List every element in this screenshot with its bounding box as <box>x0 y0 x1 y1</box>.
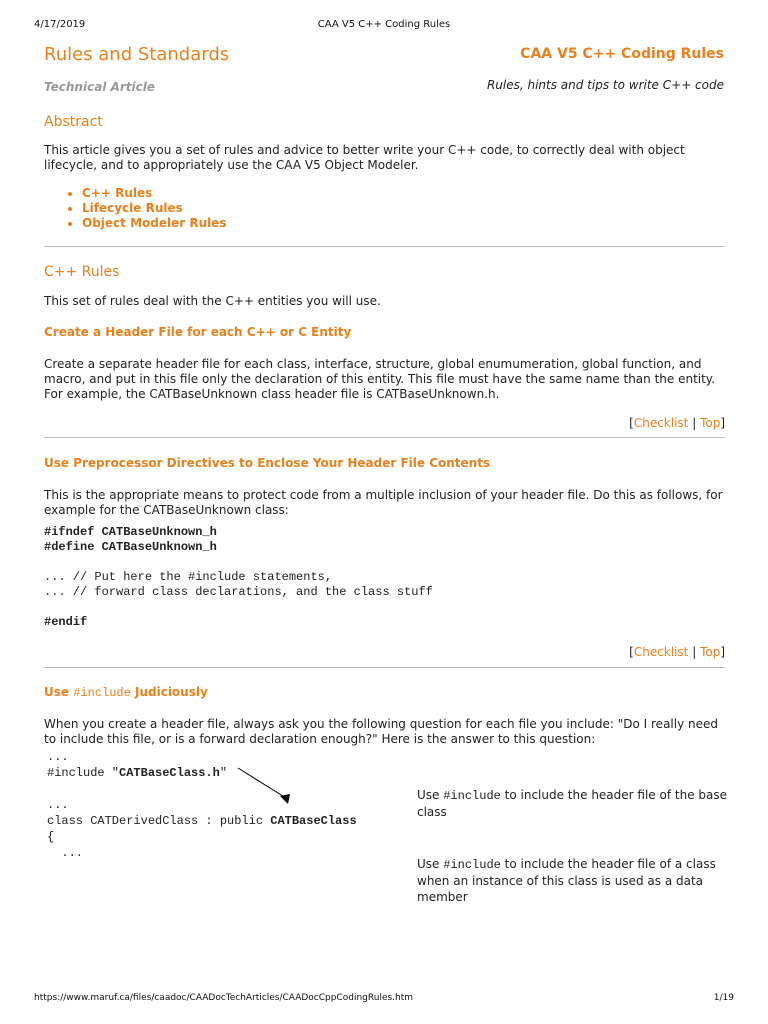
code-line-comment-1: ... // Put here the #include statements, <box>44 570 333 584</box>
code-line-ifndef: #ifndef CATBaseUnknown_h <box>44 525 217 539</box>
note2-code: #include <box>443 858 501 872</box>
code-line-ellipsis: ... <box>61 846 84 860</box>
divider <box>44 667 725 668</box>
rule3-title-post: Judiciously <box>130 685 208 699</box>
note-base-class <box>417 787 727 820</box>
rule3-title-code: #include <box>73 686 131 700</box>
nav-links-2 <box>629 645 725 659</box>
rule2-text: This is the appropriate means to protect code from a multiple inclusion of your header file. Do this as follows, for example for the CATBaseUnknown class: <box>44 488 723 517</box>
toc-link-object-modeler-rules[interactable]: • Object Modeler Rules <box>82 216 227 231</box>
nav-bracket-close: ] <box>720 645 725 659</box>
checklist-link[interactable]: Checklist <box>633 416 689 430</box>
code-line-comment-2: ... // forward class declarations, and the class stuff <box>44 585 433 599</box>
rule3-title-pre: Use <box>44 685 74 699</box>
divider <box>44 437 725 438</box>
code-line-ellipsis: ... <box>47 798 69 812</box>
rule1-text: Create a separate header file for each class, interface, structure, global enumumeration, global function, and macro, and put in this file only the declaration of this entity. This file must have the same name than the entity. For example, the CATBaseUnknown class header file is CATBaseUnknown.h. <box>44 357 716 401</box>
code-include-pre: #include " <box>47 766 120 780</box>
toc-link-lifecycle-rules[interactable]: • Lifecycle Rules <box>82 201 227 216</box>
code-block-guard <box>44 525 433 630</box>
arrow-icon <box>230 760 300 810</box>
code-class-decl: class CATDerivedClass : public <box>47 814 271 828</box>
nav-separator: | <box>688 416 701 430</box>
code-include-post: " <box>219 766 228 780</box>
rule3-text: When you create a header file, always ask you the following question for each file you include: "Do I really need to include this file, or is a forward declaration enough?" Here is the answer to this question: <box>44 717 718 746</box>
cpp-rules-heading: C++ Rules <box>44 264 120 280</box>
print-url: https://www.maruf.ca/files/caadoc/CAADocTechArticles/CAADocCppCodingRules.htm <box>34 993 414 1003</box>
code-line-ellipsis: ... <box>47 750 69 764</box>
nav-bracket-open: [ <box>629 416 634 430</box>
abstract-heading: Abstract <box>44 114 103 130</box>
note-data-member <box>417 856 727 905</box>
page-title: Rules and Standards <box>44 44 230 65</box>
code-base-class: CATBaseClass <box>270 814 357 828</box>
rule2-title: Use Preprocessor Directives to Enclose Your Header File Contents <box>44 456 491 470</box>
toc-list <box>44 186 227 231</box>
top-link[interactable]: Top <box>700 645 721 659</box>
top-link[interactable]: Top <box>700 416 721 430</box>
note2-post: to include the header file of a class when an instance of this class is used as a data member <box>417 857 716 904</box>
article-subtitle: Rules, hints and tips to write C++ code <box>486 78 724 92</box>
nav-separator: | <box>688 645 701 659</box>
nav-links-1 <box>629 416 725 430</box>
checklist-link[interactable]: Checklist <box>633 645 689 659</box>
article-type: Technical Article <box>44 80 156 94</box>
print-title: CAA V5 C++ Coding Rules <box>317 19 451 30</box>
code-include-file: CATBaseClass.h <box>119 766 220 780</box>
code-line-define: #define CATBaseUnknown_h <box>44 540 217 554</box>
note1-code: #include <box>443 789 501 803</box>
note1-pre: Use <box>417 788 444 802</box>
print-date: 4/17/2019 <box>34 19 86 30</box>
abstract-text: This article gives you a set of rules and advice to better write your C++ code, to correctly deal with object lifecycle, and to appropriately use the CAA V5 Object Modeler. <box>44 143 685 172</box>
note2-pre: Use <box>417 857 444 871</box>
rule1-title: Create a Header File for each C++ or C Entity <box>44 325 352 339</box>
cpp-rules-intro: This set of rules deal with the C++ entities you will use. <box>44 294 381 308</box>
note1-post: to include the header file of the base class <box>417 788 727 819</box>
divider <box>44 246 725 247</box>
code-block-include <box>47 749 357 861</box>
rule3-title <box>44 685 208 700</box>
code-line-endif: #endif <box>44 615 88 629</box>
nav-bracket-open: [ <box>629 645 634 659</box>
toc-link-cpp-rules[interactable]: • C++ Rules <box>82 186 227 201</box>
nav-bracket-close: ] <box>720 416 725 430</box>
print-page-number: 1/19 <box>713 993 734 1003</box>
code-brace: { <box>47 830 55 844</box>
article-title: CAA V5 C++ Coding Rules <box>520 46 724 62</box>
